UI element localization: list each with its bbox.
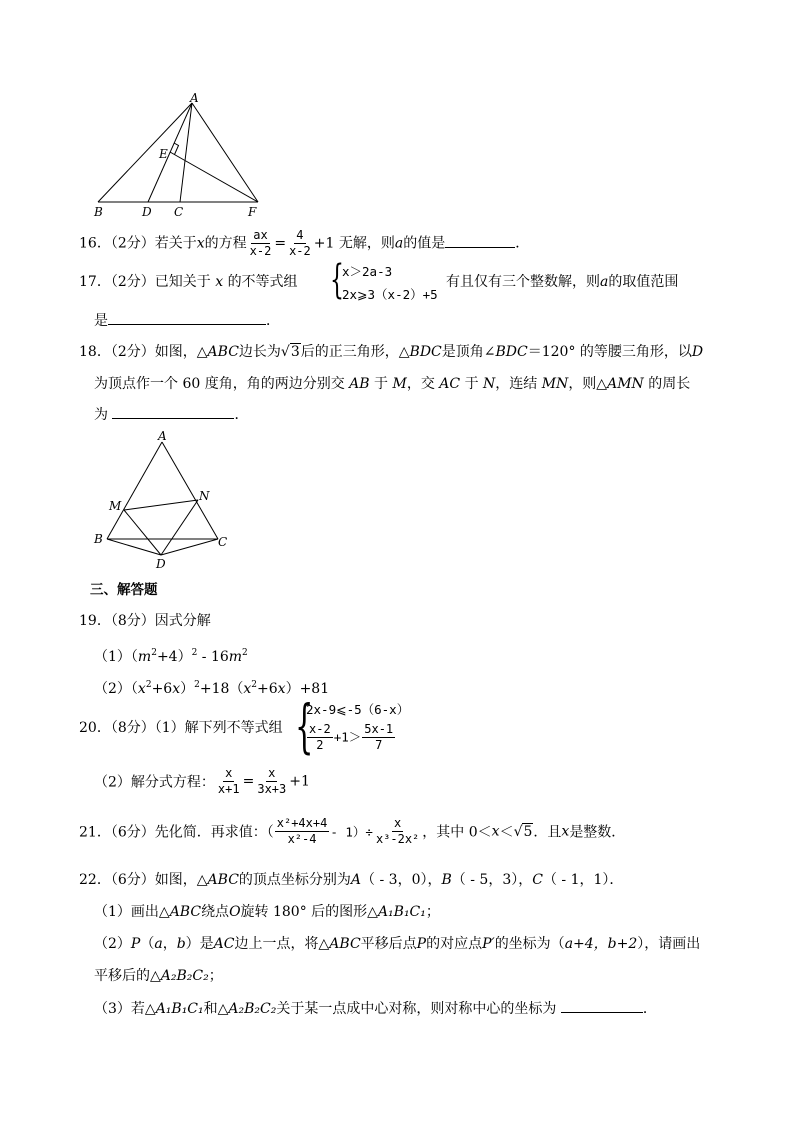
label-b: B: [94, 205, 103, 219]
question-number: 20．: [79, 720, 111, 736]
question-text: ．且: [533, 824, 562, 841]
question-text: 的不等式组: [227, 274, 298, 290]
coordinate: （ - 3，0），: [361, 872, 442, 888]
line-bd: [107, 539, 161, 555]
question-text: 平移后点: [360, 936, 417, 952]
point-p: P: [416, 936, 427, 952]
segment-ac: AC: [439, 376, 461, 392]
fraction-x-over-3x+3: [255, 766, 288, 797]
label-a: A: [158, 429, 167, 443]
segment-ab: AB: [349, 376, 370, 392]
question-text: 是: [94, 313, 108, 329]
variable-x: x: [137, 681, 146, 697]
fraction-denominator: 2: [316, 738, 324, 752]
point-m: M: [392, 376, 407, 392]
triangle-name: ABC: [207, 872, 239, 888]
question-text: 是顶角∠: [441, 344, 496, 360]
period: ．: [234, 407, 249, 423]
point-b: B: [441, 872, 452, 888]
expression: - 1）÷: [330, 824, 373, 840]
point-n: N: [483, 376, 496, 392]
fraction-denominator: x-2: [289, 244, 311, 258]
question-number: 22．: [79, 872, 111, 888]
fraction-denominator: x³-2x²: [375, 832, 420, 846]
label-b: B: [94, 532, 103, 546]
question-text: ），请画出: [637, 936, 701, 952]
left-brace: {: [330, 257, 344, 303]
question-text: 平移后的△: [94, 968, 161, 984]
expression: +18（: [199, 681, 244, 697]
question-19-part-1: [94, 643, 248, 667]
line-ac: [162, 442, 218, 539]
question-16: [79, 228, 529, 259]
angle-name: BDC: [495, 344, 528, 360]
variable-x: x: [243, 681, 252, 697]
question-text: 若关于: [154, 235, 197, 252]
coordinate: a+4，b+2: [564, 936, 638, 952]
period: ．: [515, 235, 530, 252]
fraction-4-over-x-2: [287, 228, 313, 259]
fraction-numerator: 5x-1: [364, 722, 394, 736]
triangle-name: BDC: [409, 344, 442, 360]
question-text: 先化简．再求值：（: [154, 824, 274, 841]
question-score: （8分）: [110, 613, 155, 629]
label-a: A: [190, 92, 199, 105]
part-label: （2）: [94, 681, 131, 697]
part-label: （1）: [94, 649, 131, 665]
part-label: （2）解分式方程：: [94, 774, 215, 791]
question-score: （6分）: [110, 872, 155, 888]
question-number: 21．: [79, 824, 111, 841]
question-text: 边长为: [238, 344, 281, 360]
expression: +6: [257, 681, 278, 697]
fraction-ax-over-x-2: [248, 228, 274, 259]
question-score: （2分）: [110, 235, 155, 252]
question-18-line-1: [79, 342, 703, 362]
line-ac: [180, 103, 192, 202]
line-ab: [98, 103, 192, 202]
question-text: 如图，△: [154, 344, 208, 360]
bracket: （: [130, 649, 138, 665]
question-number: 19．: [79, 613, 111, 629]
question-17-line-2: [94, 310, 280, 331]
question-22-part-1: [94, 902, 440, 922]
question-text: 是整数．: [569, 824, 626, 841]
expression: ）+81: [285, 681, 330, 697]
triangle-name: AMN: [607, 376, 644, 392]
triangle-name: A₁B₁C₁: [155, 1001, 204, 1017]
part-label: （2）: [94, 936, 131, 952]
answer-blank[interactable]: [108, 310, 266, 325]
fraction-numerator: x: [394, 816, 402, 830]
exponent: 2: [151, 648, 157, 658]
exponent: 2: [145, 680, 152, 690]
question-22-line-1: [79, 870, 623, 890]
fraction-numerator: 4: [296, 228, 304, 242]
variable-m: m: [228, 649, 243, 665]
exponent: 2: [242, 648, 248, 658]
triangle-name: A₁B₁C₁: [377, 904, 426, 920]
question-17-line-1: [79, 272, 298, 292]
label-d: D: [142, 205, 152, 219]
line-dn: [161, 500, 198, 555]
question-score: （8分）: [110, 720, 155, 736]
question-text: ，其中 0＜: [422, 824, 492, 841]
point-p: P: [130, 936, 141, 952]
part-label: （1）画出△: [94, 904, 170, 920]
expression: +6: [151, 681, 173, 697]
point-d: D: [691, 344, 704, 360]
inequality-1: x＞2a-3: [342, 264, 393, 279]
radicand: 5: [523, 823, 533, 840]
bracket: （: [130, 681, 138, 697]
question-text: 于: [464, 376, 479, 392]
expression: +1: [289, 773, 310, 790]
fraction-x-over-x+1: [216, 766, 242, 797]
question-19-part-2: [94, 675, 329, 699]
question-text: ，则△: [568, 376, 608, 392]
point-c: C: [532, 872, 543, 888]
exponent: 2: [191, 648, 198, 658]
label-c: C: [218, 535, 228, 549]
fraction-x-2-over-2: [307, 722, 333, 753]
part-label: （1）解下列不等式组: [154, 720, 283, 736]
question-text: ＝120° 的等腰三角形，以: [527, 344, 692, 360]
question-text: 的周长: [648, 376, 691, 392]
question-text: 和△: [203, 1001, 229, 1017]
answer-blank[interactable]: [112, 404, 234, 419]
answer-blank[interactable]: [445, 233, 515, 248]
question-21: [79, 816, 625, 847]
question-text: 后的正三角形，△: [300, 344, 410, 360]
question-18-line-3: [94, 404, 248, 425]
label-m: M: [109, 499, 122, 513]
fraction-numerator: x-2: [309, 722, 331, 736]
sqrt-5: √5: [513, 823, 533, 840]
question-text: 为: [94, 407, 108, 423]
fraction-numerator: x²+4x+4: [276, 816, 328, 830]
triangle-name: A₂B₂C₂: [228, 1001, 277, 1017]
period: ．: [642, 1001, 657, 1017]
fraction-denominator: x+1: [217, 782, 240, 796]
question-text: 绕点: [201, 904, 230, 920]
question-text: ，连结: [495, 376, 538, 392]
label-f: F: [248, 205, 257, 219]
variable-x: x: [277, 681, 286, 697]
sqrt-3: √3: [280, 344, 300, 360]
expression: - 16: [197, 649, 229, 665]
question-text: 边上一点，将△: [234, 936, 330, 952]
question-text: 的坐标为（: [494, 936, 565, 952]
label-d: D: [156, 557, 166, 571]
equals-sign: =: [274, 235, 287, 252]
equals-sign: =: [242, 773, 255, 790]
variable-a: a: [600, 274, 609, 290]
line-dm: [124, 510, 161, 555]
section-heading: 三、解答题: [90, 582, 158, 598]
question-text: ＜: [499, 824, 514, 841]
question-text: 已知关于: [154, 274, 211, 290]
line-af: [192, 103, 258, 202]
punctuation: ，: [162, 936, 177, 952]
segment-ac: AC: [213, 936, 235, 952]
question-text: 于: [374, 376, 389, 392]
question-text: 为顶点作一个 60 度角，角的两边分别交: [94, 376, 345, 392]
part-label: （3）若△: [94, 1001, 156, 1017]
exponent: 2: [251, 680, 258, 690]
inequality-2: 2x⩾3（x-2）+5: [342, 287, 438, 302]
inequality-2: [306, 722, 396, 753]
question-text: 的对应点: [426, 936, 483, 952]
question-text: 关于某一点成中心对称，则对称中心的坐标为: [276, 1001, 557, 1017]
question-text: ）是: [185, 936, 214, 952]
question-text: +1 无解，则: [313, 235, 395, 252]
expression: +4）: [156, 649, 192, 665]
question-number: 17．: [79, 274, 111, 290]
fraction-numerator: ax: [253, 228, 268, 242]
question-text: ，交: [406, 376, 435, 392]
question-22-part-2-line-1: [94, 934, 700, 954]
fraction-numerator: x: [225, 766, 233, 780]
question-number: 16．: [79, 235, 111, 252]
question-20: [79, 718, 283, 738]
fraction-x2+4x+4-over-x2-4: [275, 816, 330, 847]
question-18-line-2: [94, 374, 690, 394]
variable-x: x: [491, 823, 500, 840]
question-text: 的顶点坐标分别为: [238, 872, 351, 888]
question-22-part-2-line-2: [94, 966, 223, 986]
fraction-denominator: 7: [375, 738, 383, 752]
period: ．: [266, 313, 280, 329]
question-22-part-3: [94, 998, 657, 1019]
question-score: （2分）: [110, 274, 155, 290]
fraction-denominator: 3x+3: [257, 782, 287, 796]
left-brace: {: [295, 692, 314, 760]
bracket: ）: [180, 681, 195, 697]
coordinate: （ - 1，1）．: [542, 872, 624, 888]
question-text: 的值是: [403, 235, 446, 252]
triangle-figure-1: [88, 92, 268, 220]
point-p-prime: P′: [482, 936, 495, 952]
question-17-line-1-tail: [446, 272, 678, 292]
fraction-x-over-x3-2x2: [374, 816, 421, 847]
variable-a: a: [394, 235, 404, 252]
punctuation: ；: [425, 904, 440, 920]
inequality-1: 2x-9⩽-5（6-x）: [306, 702, 410, 717]
question-score: （6分）: [110, 824, 155, 841]
radicand: 3: [290, 344, 300, 360]
label-n: N: [199, 489, 210, 503]
question-score: （2分）: [110, 344, 155, 360]
triangle-name: ABC: [329, 936, 361, 952]
triangle-name: ABC: [207, 344, 239, 360]
punctuation: ；: [208, 968, 223, 984]
triangle-name: ABC: [169, 904, 202, 920]
point-a: A: [350, 872, 362, 888]
fraction-numerator: x: [268, 766, 276, 780]
variable-x: x: [561, 823, 570, 840]
fraction-denominator: x²-4: [287, 832, 317, 846]
triangle-name: A₂B₂C₂: [160, 968, 209, 984]
line-mn: [124, 500, 198, 510]
question-text: 旋转 180° 后的图形△: [240, 904, 378, 920]
bracket: （: [140, 936, 155, 952]
exponent: 2: [194, 680, 200, 690]
variable-x: x: [215, 274, 224, 290]
expression: +1＞: [333, 729, 362, 745]
point-o: O: [229, 904, 241, 920]
label-e: E: [159, 147, 168, 161]
segment-mn: MN: [541, 376, 569, 392]
variable-x: x: [172, 681, 181, 697]
variable-x: x: [196, 235, 205, 252]
right-angle-mark: [174, 143, 179, 155]
variable-m: m: [137, 649, 152, 665]
question-19: [79, 611, 211, 631]
fraction-denominator: x-2: [249, 244, 272, 258]
question-number: 18．: [79, 344, 111, 360]
answer-blank[interactable]: [561, 998, 643, 1013]
question-text: 因式分解: [154, 613, 211, 629]
variable-a: a: [154, 936, 163, 952]
question-20-part-2: [94, 766, 310, 797]
question-text: 的方程: [204, 235, 247, 252]
triangle-figure-2: [88, 426, 238, 574]
question-text: 有且仅有三个整数解，则: [446, 274, 600, 290]
question-text: 的取值范围: [608, 274, 679, 290]
fraction-5x-1-over-7: [362, 722, 395, 753]
coordinate: （ - 5，3），: [451, 872, 533, 888]
label-c: C: [174, 205, 184, 219]
question-text: 如图，△: [154, 872, 208, 888]
variable-b: b: [176, 936, 186, 952]
line-ab: [107, 442, 162, 539]
